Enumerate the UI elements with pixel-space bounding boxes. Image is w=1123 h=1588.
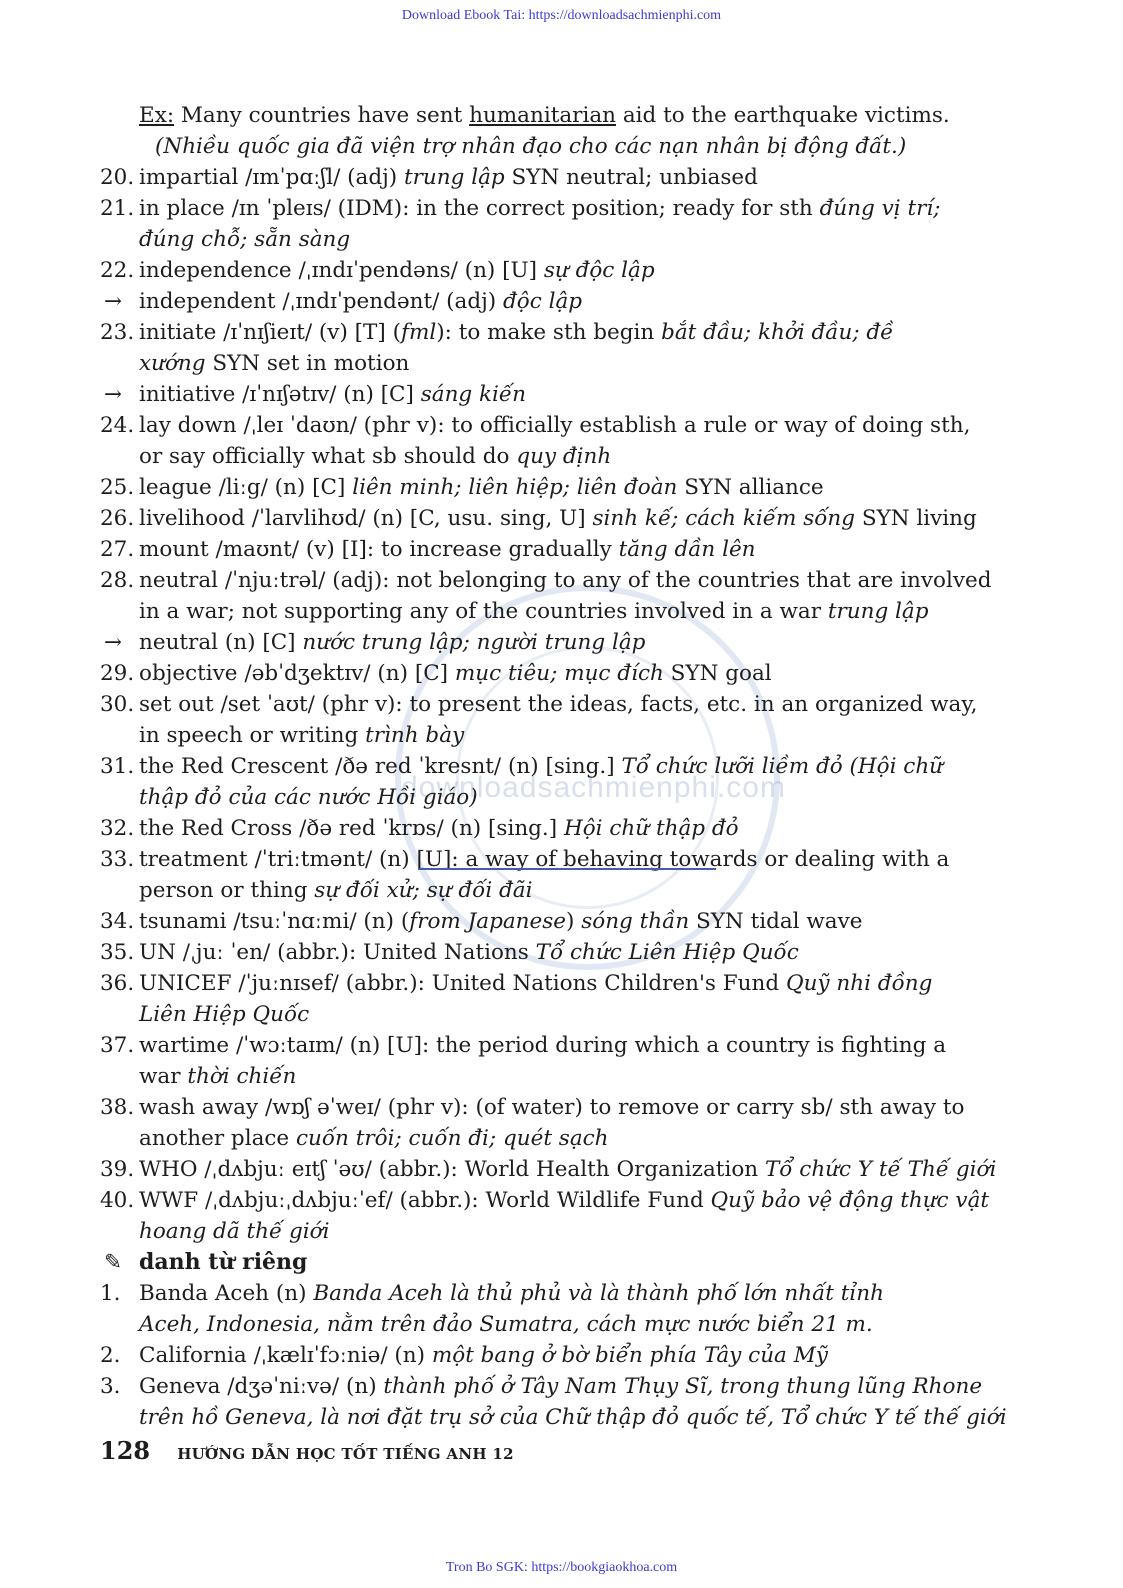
line-body: [100, 999, 1000, 1030]
line-body: [100, 751, 1000, 782]
text-run: SYN goal: [663, 661, 772, 686]
translation-text: tăng dần lên: [618, 537, 756, 562]
definition-text: tsunami /tsuːˈnɑːmi/ (n) (: [139, 909, 410, 934]
line-body: [100, 534, 1000, 565]
translation-text: mục tiêu; mục đích: [454, 661, 664, 686]
entry-number: 1.: [100, 1281, 121, 1306]
italic-text: xướng: [139, 351, 206, 376]
entry-number: 33.: [100, 847, 135, 872]
entry-number: 40.: [100, 1188, 135, 1213]
definition-text: California /ˌkælɪˈfɔːniə/ (n): [139, 1343, 432, 1368]
line-body: [100, 1123, 1000, 1154]
page-footer: [100, 1436, 514, 1465]
translation-text: liên minh; liên hiệp; liên đoàn: [352, 475, 678, 500]
text-run: SYN set in motion: [205, 351, 410, 376]
line-body: [100, 627, 1000, 658]
entry-number: 29.: [100, 661, 135, 686]
text-run: or say officially what sb should do: [139, 444, 517, 469]
translation-text: Tổ chức lưỡi liềm đỏ (Hội chữ: [621, 754, 944, 779]
translation-text: trung lập: [404, 165, 505, 190]
list-item: [100, 720, 1000, 751]
line-body: [100, 255, 1000, 286]
definition-text: objective /əbˈdʒektɪv/ (n) [C]: [139, 661, 455, 686]
italic-text: đúng chỗ; sẵn sàng: [139, 227, 351, 252]
entry-number: 30.: [100, 692, 135, 717]
translation-text: bắt đầu; khởi đầu; đề: [661, 320, 894, 345]
entry-number: 23.: [100, 320, 135, 345]
translation-text: nước trung lập; người trung lập: [302, 630, 646, 655]
list-item: [100, 1309, 1000, 1340]
entry-number: 34.: [100, 909, 135, 934]
text-run: person or thing: [139, 878, 315, 903]
entry-number: 21.: [100, 196, 135, 221]
text-run: in a war; not supporting any of the countries involved in a war: [139, 599, 828, 624]
line-body: [100, 720, 1000, 751]
line-body: [100, 813, 1000, 844]
list-item: [100, 193, 1000, 224]
line-body: [100, 1340, 1000, 1371]
line-body: [100, 782, 1000, 813]
definition-text: league /liːg/ (n) [C]: [139, 475, 353, 500]
definition-text: lay down /ˌleɪ ˈdaʊn/ (phr v): to officially establish a rule or way of doing sth,: [139, 413, 971, 438]
list-item: [100, 813, 1000, 844]
line-body: [100, 1309, 1000, 1340]
definition-text: neutral /ˈnjuːtrəl/ (adj): not belonging to any of the countries that are involved: [139, 568, 992, 593]
pencil-icon: ✎: [104, 1250, 123, 1275]
entry-number: 20.: [100, 165, 135, 190]
italic-text: thời chiến: [187, 1064, 297, 1089]
line-body: [100, 317, 1000, 348]
list-item: [100, 224, 1000, 255]
italic-text: (Nhiều quốc gia đã viện trợ nhân đạo cho các nạn nhân bị động đất.): [155, 134, 907, 159]
list-item: [100, 782, 1000, 813]
line-body: [100, 565, 1000, 596]
definition-text: WHO /ˌdʌbjuː eɪtʃ ˈəʊ/ (abbr.): World Health Organization: [139, 1157, 765, 1182]
translation-text: Quỹ bảo vệ động thực vật: [710, 1188, 990, 1213]
header-download-link[interactable]: Download Ebook Tai: https://downloadsachmienphi.com: [401, 8, 722, 23]
translation-text: Banda Aceh là thủ phủ và là thành phố lớn nhất tỉnh: [313, 1281, 884, 1306]
section-heading: [100, 1247, 1000, 1278]
footer-sgk-link[interactable]: Tron Bo SGK: https://bookgiaokhoa.com: [445, 1560, 678, 1575]
translation-text: sáng kiến: [420, 382, 527, 407]
translation-text: Quỹ nhi đồng: [785, 971, 933, 996]
list-item: [100, 441, 1000, 472]
definition-text: wash away /wɒʃ əˈweɪ/ (phr v): (of water) to remove or carry sb/ sth away to: [139, 1095, 965, 1120]
translation-text: một bang ở bờ biển phía Tây của Mỹ: [431, 1343, 828, 1368]
line-body: [100, 441, 1000, 472]
list-item: [100, 1092, 1000, 1123]
text-run: SYN tidal wave: [689, 909, 863, 934]
entry-number: 27.: [100, 537, 135, 562]
line-body: [100, 1278, 1000, 1309]
translation-text: Hội chữ thập đỏ: [563, 816, 739, 841]
page-number: 128: [100, 1436, 151, 1465]
italic-text: quy định: [516, 444, 612, 469]
line-body: [100, 472, 1000, 503]
list-item: [100, 379, 1000, 410]
list-item: [100, 627, 1000, 658]
list-item: [100, 565, 1000, 596]
line-body: [100, 689, 1000, 720]
example-label: Ex:: [139, 103, 175, 128]
line-body: [100, 1402, 1007, 1433]
entry-number: 26.: [100, 506, 135, 531]
line-body: [100, 1371, 1000, 1402]
watermark-text: downloadsachmienphi.com: [401, 771, 786, 804]
list-item: [100, 596, 1000, 627]
list-item: [100, 937, 1000, 968]
list-item: [100, 844, 1000, 875]
list-item: [100, 131, 1000, 162]
entry-number: 32.: [100, 816, 135, 841]
line-body: [100, 875, 1000, 906]
book-title: HƯỚNG DẪN HỌC TỐT TIẾNG ANH 12: [177, 1445, 514, 1463]
italic-text: trên hồ Geneva, là nơi đặt trụ sở của Chữ thập đỏ quốc tế, Tổ chức Y tế thế giới: [139, 1405, 1007, 1430]
translation-text: độc lập: [503, 289, 583, 314]
entry-number: 39.: [100, 1157, 135, 1182]
entry-number: 28.: [100, 568, 135, 593]
text-run: ): [566, 909, 582, 934]
list-item: [100, 1061, 1000, 1092]
definition-text: Geneva /dʒəˈniːvə/ (n): [139, 1374, 384, 1399]
line-body: [100, 193, 1000, 224]
list-item: [100, 410, 1000, 441]
text-run: war: [139, 1064, 188, 1089]
line-body: [100, 410, 1000, 441]
italic-text: sự đối xử; sự đối đãi: [314, 878, 533, 903]
section-title: danh từ riêng: [139, 1249, 308, 1275]
list-item: [100, 658, 1000, 689]
italic-text: thập đỏ của các nước Hồi giáo): [139, 785, 478, 810]
list-item: [100, 875, 1000, 906]
definition-text: the Red Crescent /ðə red ˈkresnt/ (n) [sing.]: [139, 754, 622, 779]
vocabulary-list: [100, 100, 1007, 1433]
definition-text: in place /ɪn ˈpleɪs/ (IDM): in the correct position; ready for sth: [139, 196, 820, 221]
definition-text: initiate /ɪˈnɪʃieɪt/ (v) [T] (: [139, 320, 402, 345]
translation-text: sinh kế; cách kiếm sống: [592, 506, 855, 531]
arrow-icon: →: [104, 630, 123, 655]
arrow-icon: →: [104, 289, 123, 314]
list-item: [100, 1216, 1000, 1247]
text-run: aid to the earthquake victims.: [616, 103, 950, 128]
entry-number: 37.: [100, 1033, 135, 1058]
definition-text: livelihood /ˈlaɪvlihʊd/ (n) [C, usu. sing, U]: [139, 506, 593, 531]
translation-text: đúng vị trí;: [819, 196, 941, 221]
entry-number: 22.: [100, 258, 135, 283]
translation-text: from Japanese: [409, 909, 566, 934]
line-body: [100, 348, 1000, 379]
arrow-icon: →: [104, 382, 123, 407]
list-item: [100, 1278, 1000, 1309]
line-body: [100, 1092, 1000, 1123]
list-item: [100, 100, 1000, 131]
line-body: [100, 1216, 1000, 1247]
translation-text: Tổ chức Liên Hiệp Quốc: [535, 940, 799, 965]
line-body: [100, 100, 1000, 131]
text-run: SYN alliance: [677, 475, 824, 500]
list-item: [100, 1030, 1000, 1061]
list-item: [100, 255, 1000, 286]
line-body: [100, 906, 1000, 937]
list-item: [100, 1185, 1000, 1216]
line-body: [100, 1061, 1000, 1092]
translation-text: sự độc lập: [543, 258, 655, 283]
text-run: ): to make sth begin: [436, 320, 662, 345]
line-body: [100, 379, 1000, 410]
line-body: [100, 1030, 1000, 1061]
treatment-underline: [418, 868, 716, 870]
italic-text: trung lập: [827, 599, 929, 624]
text-run: another place: [139, 1126, 296, 1151]
definition-text: UNICEF /ˈjuːnɪsef/ (abbr.): United Nations Children's Fund: [139, 971, 786, 996]
italic-text: Liên Hiệp Quốc: [139, 1002, 310, 1027]
list-item: [100, 968, 1000, 999]
list-item: [100, 1154, 1000, 1185]
line-body: [100, 937, 1000, 968]
definition-text: impartial /ɪmˈpɑːʃl/ (adj): [139, 165, 405, 190]
entry-number: 36.: [100, 971, 135, 996]
line-body: [100, 286, 1000, 317]
italic-text: trình bày: [365, 723, 465, 748]
list-item: [100, 534, 1000, 565]
list-item: [100, 1371, 1000, 1402]
line-body: [100, 1154, 1000, 1185]
definition-text: wartime /ˈwɔːtaɪm/ (n) [U]: the period during which a country is fighting a: [139, 1033, 947, 1058]
text-run: SYN neutral; unbiased: [504, 165, 758, 190]
list-item: [100, 503, 1000, 534]
entry-number: 35.: [100, 940, 135, 965]
translation-text: fml: [401, 320, 437, 345]
definition-text: treatment /ˈtriːtmənt/ (n) [U]: a way of behaving towards or dealing with a: [139, 847, 950, 872]
list-item: [100, 906, 1000, 937]
translation-text: sóng thần: [581, 909, 690, 934]
list-item: [100, 999, 1000, 1030]
line-body: [100, 162, 1000, 193]
translation-text: Tổ chức Y tế Thế giới: [764, 1157, 997, 1182]
italic-text: hoang dã thế giới: [139, 1219, 330, 1244]
list-item: [100, 1340, 1000, 1371]
line-body: [100, 224, 1000, 255]
text-run: in speech or writing: [139, 723, 366, 748]
entry-number: 3.: [100, 1374, 121, 1399]
definition-text: initiative /ɪˈnɪʃətɪv/ (n) [C]: [139, 382, 421, 407]
entry-number: 2.: [100, 1343, 121, 1368]
line-body: [100, 1185, 1000, 1216]
text-run: Many countries have sent: [174, 103, 470, 128]
line-body: [100, 1247, 1000, 1278]
line-body: [100, 844, 1000, 875]
definition-text: WWF /ˌdʌbjuːˌdʌbjuːˈef/ (abbr.): World Wildlife Fund: [139, 1188, 711, 1213]
entry-number: 38.: [100, 1095, 135, 1120]
entry-number: 25.: [100, 475, 135, 500]
line-body: [100, 131, 1000, 162]
text-run: SYN living: [855, 506, 977, 531]
line-body: [100, 596, 1000, 627]
underlined-word: humanitarian: [469, 103, 616, 128]
list-item: [100, 1123, 1000, 1154]
translation-text: thành phố ở Tây Nam Thụy Sĩ, trong thung lũng Rhone: [383, 1374, 983, 1399]
list-item: [100, 472, 1000, 503]
definition-text: independent /ˌɪndɪˈpendənt/ (adj): [139, 289, 504, 314]
entry-number: 24.: [100, 413, 135, 438]
list-item: [100, 751, 1000, 782]
list-item: [100, 162, 1000, 193]
list-item: [100, 689, 1000, 720]
italic-text: Aceh, Indonesia, nằm trên đảo Sumatra, cách mực nước biển 21 m.: [139, 1312, 873, 1337]
list-item: [100, 348, 1000, 379]
definition-text: set out /set ˈaʊt/ (phr v): to present the ideas, facts, etc. in an organized way,: [139, 692, 978, 717]
line-body: [100, 968, 1000, 999]
list-item: [100, 1402, 1007, 1433]
definition-text: the Red Cross /ðə red ˈkrɒs/ (n) [sing.]: [139, 816, 564, 841]
definition-text: neutral (n) [C]: [139, 630, 303, 655]
definition-text: mount /maʊnt/ (v) [I]: to increase gradually: [139, 537, 619, 562]
italic-text: cuốn trôi; cuốn đi; quét sạch: [296, 1126, 609, 1151]
entry-number: 31.: [100, 754, 135, 779]
list-item: [100, 317, 1000, 348]
line-body: [100, 658, 1000, 689]
definition-text: independence /ˌɪndɪˈpendəns/ (n) [U]: [139, 258, 544, 283]
definition-text: Banda Aceh (n): [139, 1281, 314, 1306]
list-item: [100, 286, 1000, 317]
line-body: [100, 503, 1000, 534]
definition-text: UN /ˌjuː ˈen/ (abbr.): United Nations: [139, 940, 536, 965]
